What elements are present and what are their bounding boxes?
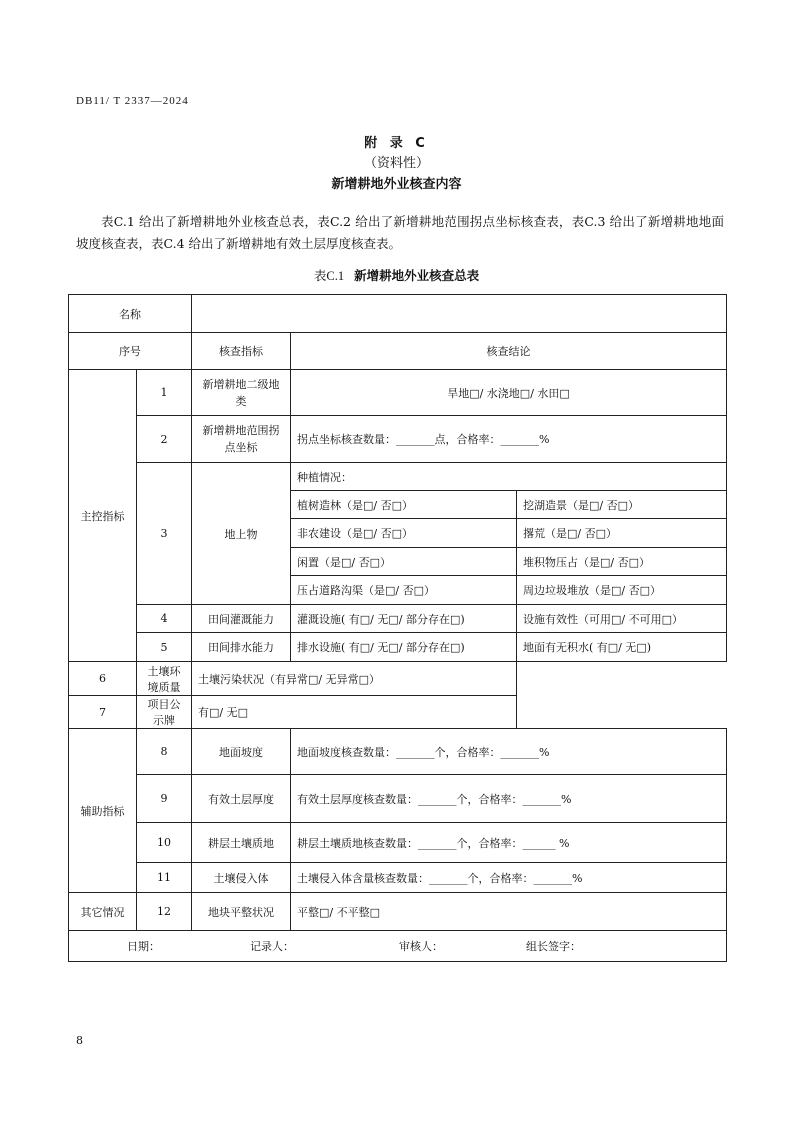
appendix-title: 附 录 C <box>364 136 429 151</box>
row-result: 旱地□/ 水浇地□/ 水田□ <box>291 370 727 416</box>
page-number: 8 <box>76 1034 83 1047</box>
row-result: 有效土层厚度核查数量：_______个，合格率：_______% <box>291 775 727 823</box>
row-indicator: 地块平整状况 <box>192 893 291 931</box>
row-number: 8 <box>137 729 192 775</box>
leader-signature-label: 组长签字： <box>526 940 581 953</box>
row-number: 11 <box>137 863 192 893</box>
name-label: 名称 <box>69 295 192 333</box>
table-row <box>69 893 727 931</box>
table-row <box>69 729 727 775</box>
above-ground-item: 闲置（是□/ 否□） <box>291 548 517 576</box>
row-result: 设施有效性（可用□/ 不可用□） <box>517 605 727 633</box>
inspection-summary-table <box>68 294 727 962</box>
table-caption <box>0 266 793 284</box>
row-indicator: 田间排水能力 <box>192 633 291 662</box>
table-caption-number: 表C.1 <box>313 269 345 283</box>
row-result: 地面坡度核查数量：_______个，合格率：_______% <box>291 729 727 775</box>
row-result: 土壤污染状况（有异常□/ 无异常□） <box>192 662 517 696</box>
row-indicator: 地上物 <box>192 463 291 605</box>
row-result: 灌溉设施( 有□/ 无□/ 部分存在□) <box>291 605 517 633</box>
row-indicator: 耕层土壤质地 <box>192 823 291 863</box>
table-row <box>69 605 727 633</box>
name-value <box>192 295 727 333</box>
row-number: 7 <box>69 696 137 729</box>
document-code: DB11/ T 2337—2024 <box>76 95 189 107</box>
above-ground-item: 非农建设（是□/ 否□） <box>291 519 517 548</box>
group-other: 其它情况 <box>69 893 137 931</box>
table-header-row <box>69 333 727 370</box>
row-result: 有□/ 无□ <box>192 696 517 729</box>
above-ground-item: 撂荒（是□/ 否□） <box>517 519 727 548</box>
table-row <box>69 463 727 491</box>
table-row <box>69 633 727 662</box>
row-number: 2 <box>137 416 192 463</box>
row-result: 排水设施( 有□/ 无□/ 部分存在□) <box>291 633 517 662</box>
row-result: 耕层土壤质地核查数量：_______个，合格率：______ % <box>291 823 727 863</box>
row-indicator: 新增耕地二级地类 <box>192 370 291 416</box>
row-result: 平整□/ 不平整□ <box>291 893 727 931</box>
table-row <box>69 696 727 729</box>
table-row <box>69 863 727 893</box>
row-indicator: 地面坡度 <box>192 729 291 775</box>
row-number: 4 <box>137 605 192 633</box>
table-row <box>69 416 727 463</box>
table-row <box>69 370 727 416</box>
table-row <box>69 823 727 863</box>
row-number: 12 <box>137 893 192 931</box>
row-indicator: 新增耕地范围拐点坐标 <box>192 416 291 463</box>
header-result: 核查结论 <box>291 333 727 370</box>
above-ground-item: 堆积物压占（是□/ 否□） <box>517 548 727 576</box>
table-caption-title: 新增耕地外业核查总表 <box>354 268 480 283</box>
intro-paragraph: 表C.1 给出了新增耕地外业核查总表，表C.2 给出了新增耕地范围拐点坐标核查表，表C.3 给出了新增耕地地面坡度核查表，表C.4 给出了新增耕地有效土层厚度核查表。 <box>76 214 724 251</box>
row-number: 3 <box>137 463 192 605</box>
above-ground-item: 压占道路沟渠（是□/ 否□） <box>291 576 517 605</box>
row-number: 10 <box>137 823 192 863</box>
above-ground-item: 挖湖造景（是□/ 否□） <box>517 491 727 519</box>
row-number: 9 <box>137 775 192 823</box>
appendix-subtitle: （资料性） <box>363 156 429 171</box>
row-number: 6 <box>69 662 137 696</box>
row-indicator: 田间灌溉能力 <box>192 605 291 633</box>
table-footer-row <box>69 931 727 962</box>
row-result: 土壤侵入体含量核查数量：_______个，合格率：_______% <box>291 863 727 893</box>
row-indicator: 有效土层厚度 <box>192 775 291 823</box>
recorder-label: 记录人： <box>250 940 294 953</box>
reviewer-label: 审核人： <box>399 940 443 953</box>
row-indicator: 土壤侵入体 <box>192 863 291 893</box>
row-indicator: 土壤环境质量 <box>137 662 192 696</box>
row-indicator: 项目公示牌 <box>137 696 192 729</box>
header-seq: 序号 <box>69 333 192 370</box>
date-label: 日期： <box>127 940 160 953</box>
above-ground-item: 周边垃圾堆放（是□/ 否□） <box>517 576 727 605</box>
header-indicator: 核查指标 <box>192 333 291 370</box>
row-result: 拐点坐标核查数量：_______点，合格率：_______% <box>291 416 727 463</box>
signature-row <box>69 931 727 962</box>
group-main-control: 主控指标 <box>69 370 137 662</box>
row-result: 地面有无积水( 有□/ 无□) <box>517 633 727 662</box>
group-auxiliary: 辅助指标 <box>69 729 137 893</box>
appendix-heading: 新增耕地外业核查内容 <box>331 177 462 192</box>
above-ground-item: 植树造林（是□/ 否□） <box>291 491 517 519</box>
planting-status: 种植情况： <box>291 463 727 491</box>
row-number: 1 <box>137 370 192 416</box>
table-row <box>69 662 727 696</box>
row-number: 5 <box>137 633 192 662</box>
table-row <box>69 775 727 823</box>
table-row <box>69 295 727 333</box>
